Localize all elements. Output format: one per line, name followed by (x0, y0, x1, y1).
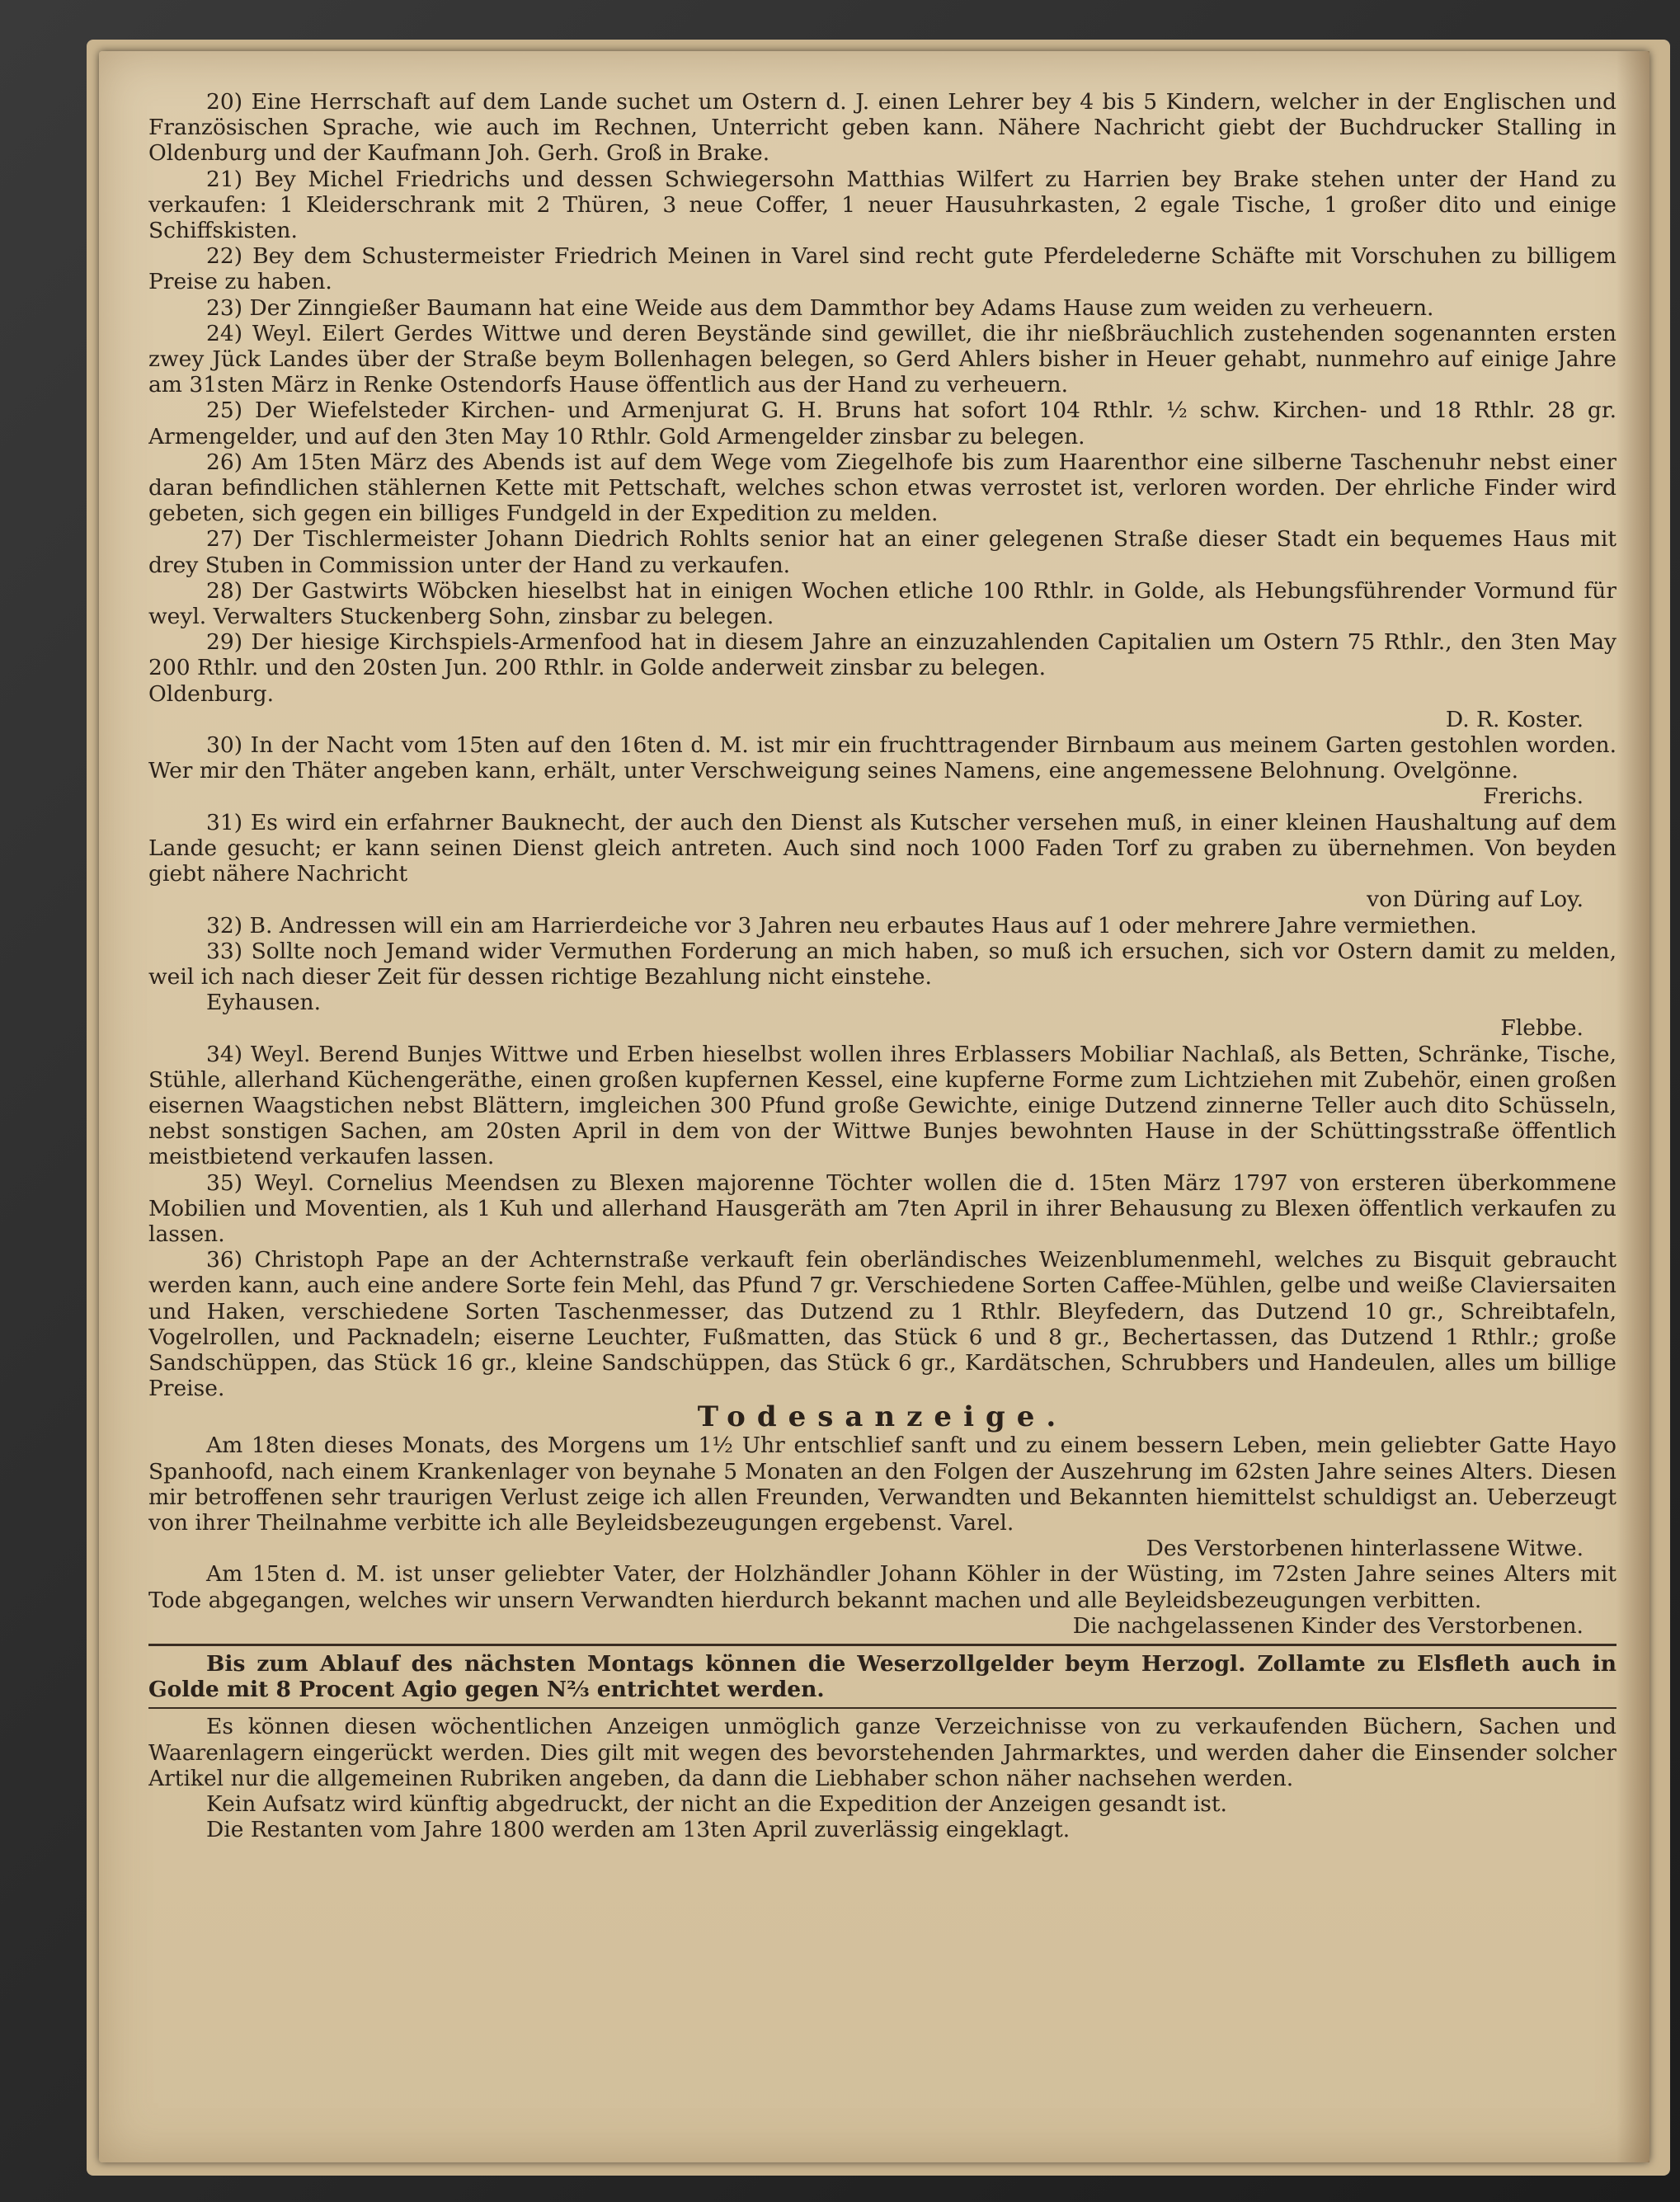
notice-33-signature: Flebbe. (1500, 1015, 1584, 1042)
notice-30-signature: Frerichs. (1483, 783, 1584, 810)
editorial-note-1: Es können diesen wöchentlichen Anzeigen unmöglich ganze Verzeichnisse von zu verkaufenden Büchern, Sachen und Waarenlagern eingerückt werden. Dies gilt mit wegen des bevorstehenden Jahrmarktes, und werden daher die Einsender solcher Artikel nur die allgemeinen Rubriken angeben, da dann die Liebhaber schon näher nachsehen werden. (148, 1714, 1616, 1791)
notice-25: 25) Der Wiefelsteder Kirchen- und Armenjurat G. H. Bruns hat sofort 104 Rthlr. ½ schw. Kirchen- und 18 Rthlr. 28 gr. Armengelder, und auf den 3ten May 10 Rthlr. Gold Armengelder zinsbar zu belegen. (148, 398, 1616, 449)
editorial-note-2: Kein Aufsatz wird künftig abgedruckt, der nicht an die Expedition der Anzeigen gesandt ist. (206, 1791, 1227, 1817)
editorial-note-3: Die Restanten vom Jahre 1800 werden am 13ten April zuverlässig eingeklagt. (206, 1817, 1071, 1843)
notice-31-signature: von Düring auf Loy. (1367, 887, 1584, 913)
death-notice-2-signature: Die nachgelassenen Kinder des Verstorbenen. (1072, 1612, 1584, 1639)
notice-33-place: Eyhausen. (206, 990, 322, 1016)
notice-34: 34) Weyl. Berend Bunjes Wittwe und Erben hieselbst wollen ihres Erblassers Mobiliar Nachlaß, als Betten, Schränke, Tische, Stühle, allerhand Küchengeräthe, einen großen kupfernen Kessel, eine kupferne Forme zum Lichtziehen mit Zubehör, einen großen eisernen Waagstichen nebst Blättern, imgleichen 300 Pfund große Gewichte, einige Dutzend zinnerne Teller auch dito Schüsseln, nebst sonstigen Sachen, am 20sten April in dem von der Wittwe Bunjes bewohnten Hause in der Schüttingsstraße öffentlich meistbietend verkaufen lassen. (148, 1041, 1616, 1170)
notice-33: 33) Sollte noch Jemand wider Vermuthen Forderung an mich haben, so muß ich ersuchen, sich vor Ostern damit zu melden, weil ich nach dieser Zeit für dessen richtige Bezahlung nicht einstehe. (148, 938, 1616, 990)
notice-36: 36) Christoph Pape an der Achternstraße verkauft fein oberländisches Weizenblumenmehl, welches zu Bisquit gebraucht werden kann, auch eine andere Sorte fein Mehl, das Pfund 7 gr. Verschiedene Sorten Caffee-Mühlen, gelbe und weiße Claviersaiten und Haken, verschiedene Sorten Taschenmesser, das Dutzend zu 1 Rthlr. Bleyfedern, das Dutzend 10 gr., Schreibtafeln, Vogelrollen, und Packnadeln; eiserne Leuchter, Fußmatten, das Stück 6 und 8 gr., Bechertassen, das Dutzend 1 Rthlr.; große Sandschüppen, das Stück 16 gr., kleine Sandschüppen, das Stück 6 gr., Kardätschen, Schrubbers und Handeulen, alles um billige Preise. (148, 1247, 1616, 1402)
notice-20: 20) Eine Herrschaft auf dem Lande suchet um Ostern d. J. einen Lehrer bey 4 bis 5 Kindern, welcher in der Englischen und Französischen Sprache, wie auch im Rechnen, Unterricht geben kann. Nähere Nachricht giebt der Buchdrucker Stalling in Oldenburg und der Kaufmann Joh. Gerh. Groß in Brake. (148, 89, 1616, 167)
page-text (148, 89, 1616, 2151)
page-shadow (1616, 51, 1649, 2162)
divider-rule (148, 1644, 1616, 1646)
death-notice-1: Am 18ten dieses Monats, des Morgens um 1½ Uhr entschlief sanft und zu einem bessern Leben, mein geliebter Gatte Hayo Spanhoofd, nach einem Krankenlager von beynahe 5 Monaten an den Folgen der Auszehrung im 62sten Jahre seines Alters. Diesen mir betroffenen sehr traurigen Verlust zeige ich allen Freunden, Verwandten und Bekannten hiemittelst schuldigst an. Ueberzeugt von ihrer Theilnahme verbitte ich alle Beyleidsbezeugungen ergebenst. Varel. (148, 1433, 1616, 1536)
notice-27: 27) Der Tischlermeister Johann Diedrich Rohlts senior hat an einer gelegenen Straße dieser Stadt ein bequemes Haus mit drey Stuben in Commission unter der Hand zu verkaufen. (148, 526, 1616, 578)
notice-31: 31) Es wird ein erfahrner Bauknecht, der auch den Dienst als Kutscher versehen muß, in einer kleinen Haushaltung auf dem Lande gesucht; er kann seinen Dienst gleich antreten. Auch sind noch 1000 Faden Torf zu graben zu übernehmen. Von beyden giebt nähere Nachricht (148, 809, 1616, 887)
notice-28: 28) Der Gastwirts Wöbcken hieselbst hat in einigen Wochen etliche 100 Rthlr. in Golde, als Hebungsführender Vormund für weyl. Verwalters Stuckenberg Sohn, zinsbar zu belegen. (148, 577, 1616, 630)
notice-21: 21) Bey Michel Friedrichs und dessen Schwiegersohn Matthias Wilfert zu Harrien bey Brake stehen unter der Hand zu verkaufen: 1 Kleiderschrank mit 2 Thüren, 3 neue Coffer, 1 neuer Hausuhrkasten, 2 egale Tische, 1 großer dito und einige Schiffskisten. (148, 166, 1616, 244)
notice-35: 35) Weyl. Cornelius Meendsen zu Blexen majorenne Töchter wollen die d. 15ten März 1797 von ersteren überkommene Mobilien und Moventien, als 1 Kuh und allerhand Hausgeräth am 7ten April in ihrer Behausung zu Blexen öffentlich verkaufen zu lassen. (148, 1169, 1616, 1247)
notice-30: 30) In der Nacht vom 15ten auf den 16ten d. M. ist mir ein fruchttragender Birnbaum aus meinem Garten gestohlen worden. Wer mir den Thäter angeben kann, erhält, unter Verschweigung seines Namens, eine angemessene Belohnung. Ovelgönne. (148, 732, 1616, 784)
notice-29: 29) Der hiesige Kirchspiels-Armenfood hat in diesem Jahre an einzuzahlenden Capitalien um Ostern 75 Rthlr., den 3ten May 200 Rthlr. und den 20sten Jun. 200 Rthlr. in Golde anderweit zinsbar zu belegen. (148, 629, 1616, 681)
notice-24: 24) Weyl. Eilert Gerdes Wittwe und deren Beystände sind gewillet, die ihr nießbräuchlich zustehenden sogenannten ersten zwey Jück Landes über der Straße beym Bollenhagen belegen, so Gerd Ahlers bisher in Heuer gehabt, nunmehro auf einige Jahre am 31sten März in Renke Ostendorfs Hause öffentlich aus der Hand zu verheuern. (148, 320, 1616, 398)
customs-notice: Bis zum Ablauf des nächsten Montags können die Weserzollgelder beym Herzogl. Zollamte zu Elsfleth auch in Golde mit 8 Procent Agio gegen N⅔ entrichtet werden. (148, 1650, 1616, 1703)
death-notice-2: Am 15ten d. M. ist unser geliebter Vater, der Holzhändler Johann Köhler in der Wüsting, im 72sten Jahre seines Alters mit Tode abgegangen, welches wir unsern Verwandten hierdurch bekannt machen und alle Beyleidsbezeugungen verbitten. (148, 1561, 1616, 1613)
divider-rule-2 (148, 1707, 1616, 1709)
notice-29-signature: D. R. Koster. (1445, 706, 1584, 732)
notice-23: 23) Der Zinngießer Baumann hat eine Weide aus dem Dammthor bey Adams Hause zum weiden zu verheuern. (206, 294, 1434, 321)
notice-22: 22) Bey dem Schustermeister Friedrich Meinen in Varel sind recht gute Pferdelederne Schäfte mit Vorschuhen zu billigem Preise zu haben. (148, 243, 1616, 295)
death-notice-1-signature: Des Verstorbenen hinterlassene Witwe. (1146, 1536, 1584, 1562)
notice-29-place: Oldenburg. (148, 680, 274, 707)
death-notice-heading: Todesanzeige. (697, 1400, 1068, 1434)
notice-26: 26) Am 15ten März des Abends ist auf dem Wege vom Ziegelhofe bis zum Haarenthor eine silberne Taschenuhr nebst einer daran befindlichen stählernen Kette mit Pettschaft, welches schon etwas verrostet ist, verloren worden. Der ehrliche Finder wird gebeten, sich gegen ein billiges Fundgeld in der Expedition zu melden. (148, 449, 1616, 527)
notice-32: 32) B. Andressen will ein am Harrierdeiche vor 3 Jahren neu erbautes Haus auf 1 oder mehrere Jahre vermiethen. (206, 912, 1477, 939)
